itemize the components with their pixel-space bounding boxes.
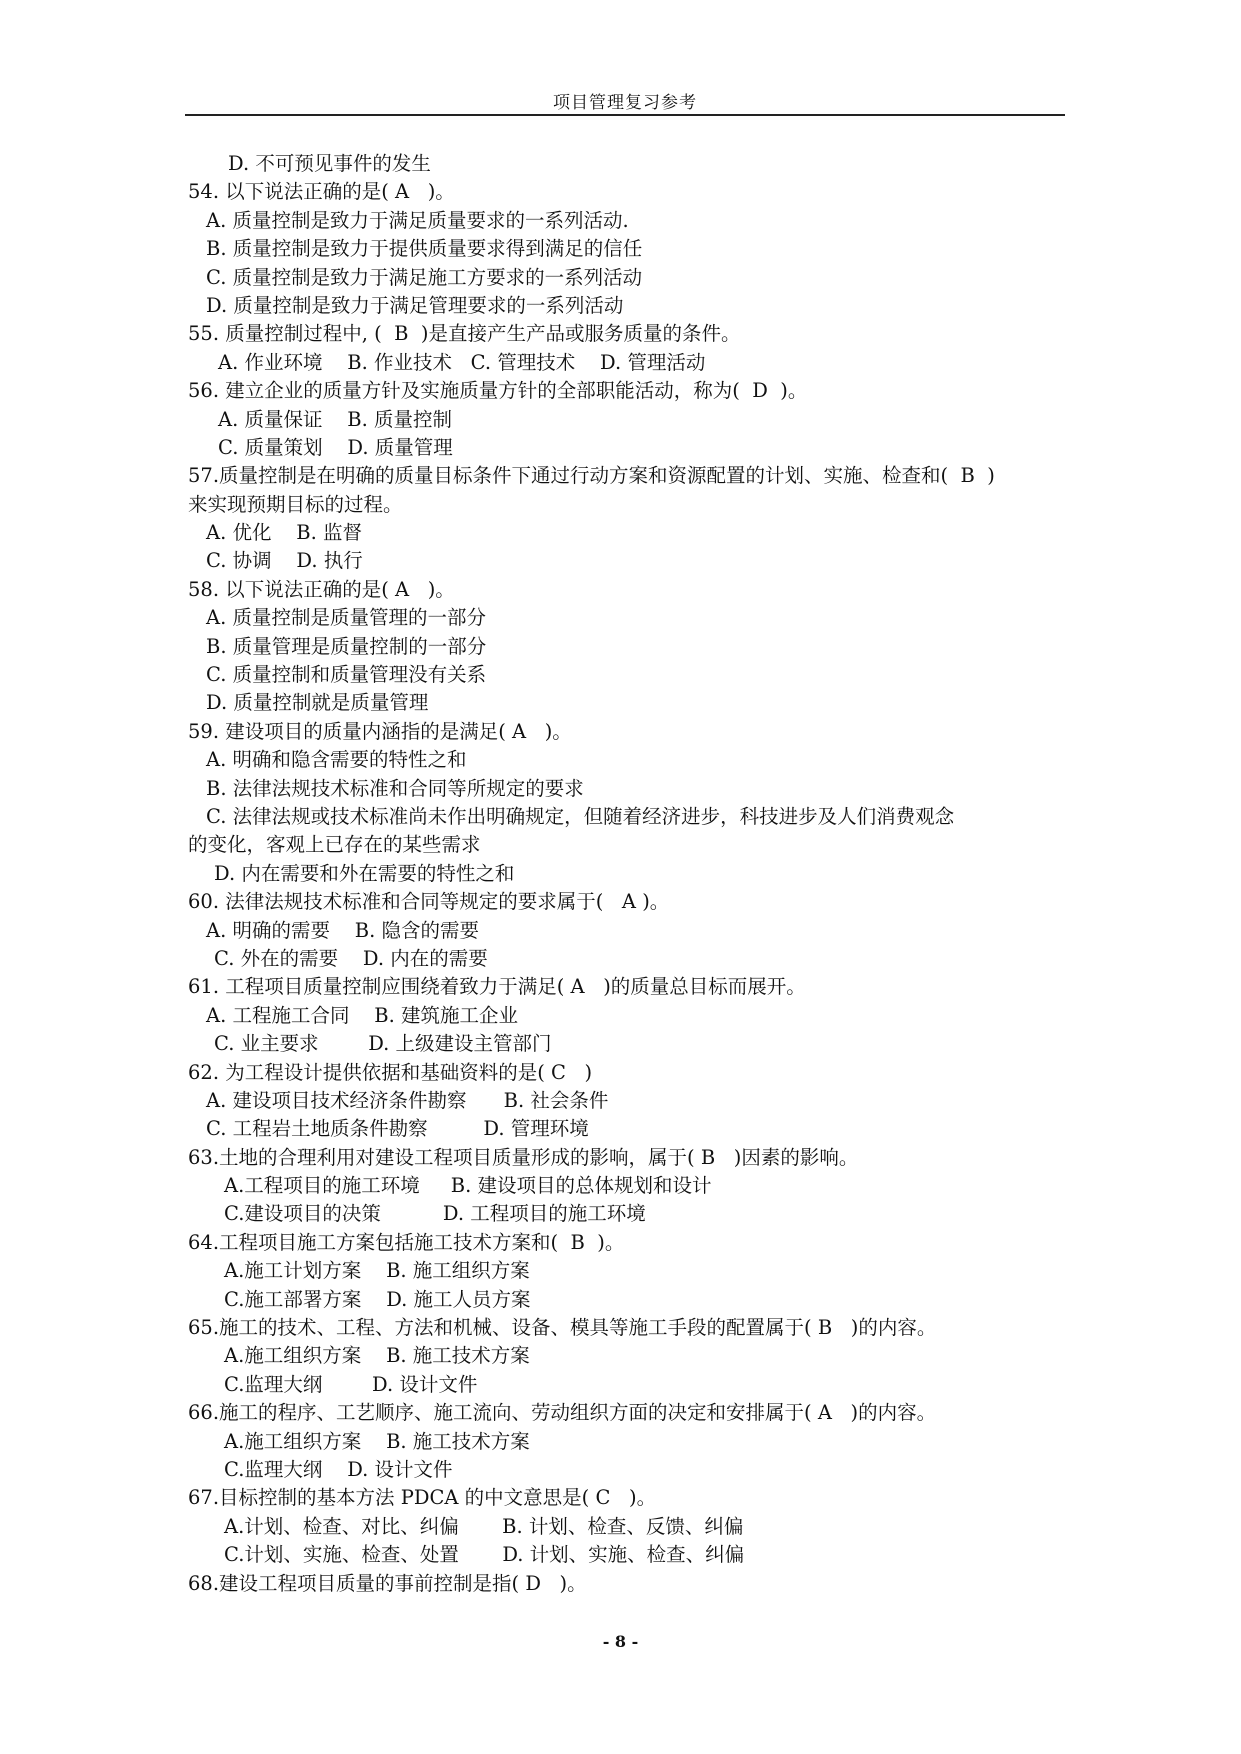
text-line: C.施工部署方案 D. 施工人员方案 <box>224 1287 531 1311</box>
text-line: 63.土地的合理利用对建设工程项目质量形成的影响，属于( B )因素的影响。 <box>188 1145 859 1169</box>
text-line: A.施工计划方案 B. 施工组织方案 <box>224 1259 530 1283</box>
text-line: A. 明确和隐含需要的特性之和 <box>206 748 467 772</box>
text-line: 55. 质量控制过程中, ( B )是直接产生产品或服务质量的条件。 <box>188 322 741 346</box>
text-line: D. 质量控制是致力于满足管理要求的一系列活动 <box>206 293 624 317</box>
text-line: A. 质量保证 B. 质量控制 <box>218 407 453 431</box>
text-line: 60. 法律法规技术标准和合同等规定的要求属于( A )。 <box>188 890 670 914</box>
text-line: C. 工程岩土地质条件勘察 D. 管理环境 <box>206 1117 589 1141</box>
text-line: 54. 以下说法正确的是( A )。 <box>188 180 455 204</box>
text-line: A. 明确的需要 B. 隐含的需要 <box>206 918 480 942</box>
page-number: - 8 - <box>602 1632 639 1651</box>
text-line: C. 外在的需要 D. 内在的需要 <box>214 946 488 970</box>
text-line: A. 优化 B. 监督 <box>206 521 363 545</box>
text-line: A. 质量控制是致力于满足质量要求的一系列活动. <box>206 208 629 232</box>
text-line: 56. 建立企业的质量方针及实施质量方针的全部职能活动，称为( D )。 <box>188 379 808 403</box>
header-rule <box>185 114 1065 116</box>
text-line: B. 质量管理是质量控制的一部分 <box>206 634 487 658</box>
text-line: C. 质量策划 D. 质量管理 <box>218 435 453 459</box>
text-line: A.施工组织方案 B. 施工技术方案 <box>224 1344 530 1368</box>
text-line: 64.工程项目施工方案包括施工技术方案和( B )。 <box>188 1230 625 1254</box>
text-line: A. 建设项目技术经济条件勘察 B. 社会条件 <box>206 1088 609 1112</box>
text-line: 的变化，客观上已存在的某些需求 <box>188 833 481 857</box>
text-line: 58. 以下说法正确的是( A )。 <box>188 577 455 601</box>
text-line: 61. 工程项目质量控制应围绕着致力于满足( A )的质量总目标而展开。 <box>188 975 806 999</box>
text-line: C. 协调 D. 执行 <box>206 549 363 573</box>
text-line: C.监理大纲 D. 设计文件 <box>224 1457 453 1481</box>
text-line: D. 质量控制就是质量管理 <box>206 691 429 715</box>
text-line: C.监理大纲 D. 设计文件 <box>224 1372 478 1396</box>
text-line: A.计划、检查、对比、纠偏 B. 计划、检查、反馈、纠偏 <box>224 1514 744 1538</box>
text-line: 68.建设工程项目质量的事前控制是指( D )。 <box>188 1571 587 1595</box>
text-line: A. 质量控制是质量管理的一部分 <box>206 606 486 630</box>
text-line: C. 质量控制是致力于满足施工方要求的一系列活动 <box>206 265 643 289</box>
text-line: C. 质量控制和质量管理没有关系 <box>206 663 487 687</box>
text-line: A. 作业环境 B. 作业技术 C. 管理技术 D. 管理活动 <box>218 350 706 374</box>
text-line: D. 内在需要和外在需要的特性之和 <box>214 861 515 885</box>
text-line: B. 质量控制是致力于提供质量要求得到满足的信任 <box>206 237 643 261</box>
text-line: C. 业主要求 D. 上级建设主管部门 <box>214 1032 552 1056</box>
text-line: C.计划、实施、检查、处置 D. 计划、实施、检查、纠偏 <box>224 1543 745 1567</box>
text-line: A.施工组织方案 B. 施工技术方案 <box>224 1429 530 1453</box>
text-line: 65.施工的技术、工程、方法和机械、设备、模具等施工手段的配置属于( B )的内容。 <box>188 1316 937 1340</box>
page-header-title: 项目管理复习参考 <box>553 93 697 113</box>
text-line: C.建设项目的决策 D. 工程项目的施工环境 <box>224 1202 646 1226</box>
text-line: 59. 建设项目的质量内涵指的是满足( A )。 <box>188 719 572 743</box>
text-line: 57.质量控制是在明确的质量目标条件下通过行动方案和资源配置的计划、实施、检查和( B ) <box>188 464 995 488</box>
document-body <box>188 150 1068 1598</box>
text-line: A. 工程施工合同 B. 建筑施工企业 <box>206 1003 519 1027</box>
text-line: 来实现预期目标的过程。 <box>188 492 403 516</box>
text-line: 67.目标控制的基本方法 PDCA 的中文意思是( C )。 <box>188 1486 657 1510</box>
text-line: B. 法律法规技术标准和合同等所规定的要求 <box>206 776 584 800</box>
text-line: A.工程项目的施工环境 B. 建设项目的总体规划和设计 <box>224 1174 712 1198</box>
text-line: 62. 为工程设计提供依据和基础资料的是( C ) <box>188 1060 593 1084</box>
text-line: C. 法律法规或技术标准尚未作出明确规定，但随着经济进步，科技进步及人们消费观念 <box>206 804 955 828</box>
text-line: D. 不可预见事件的发生 <box>228 152 431 175</box>
text-line: 66.施工的程序、工艺顺序、施工流向、劳动组织方面的决定和安排属于( A )的内容。 <box>188 1401 937 1425</box>
